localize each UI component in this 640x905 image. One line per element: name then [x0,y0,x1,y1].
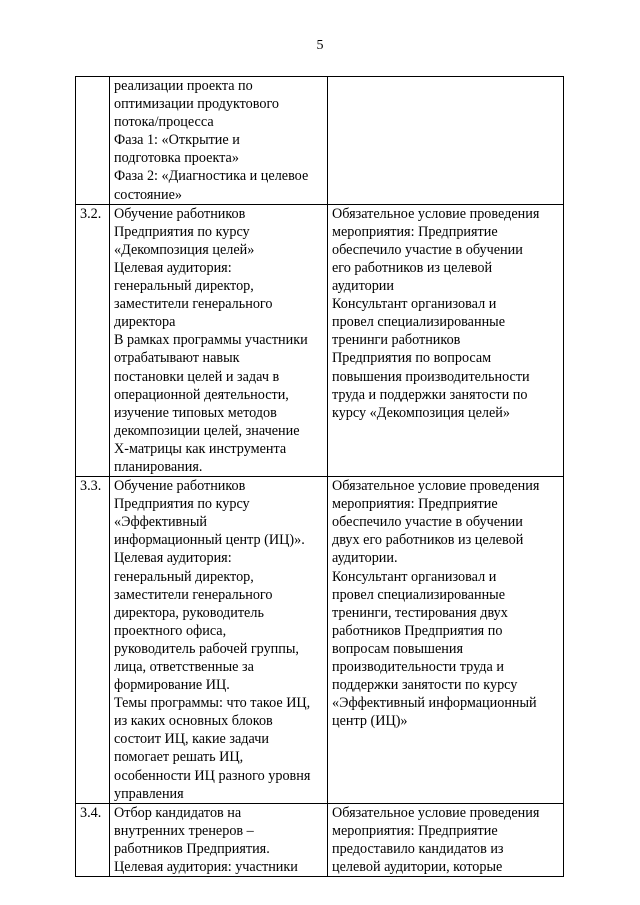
measures-table [75,76,564,877]
page-number: 5 [316,38,324,53]
table-row [76,803,564,876]
condition-cell: Обязательное условие проведения мероприятия: Предприятие обеспечило участие в обучении двух его работников из целевой аудитории. Консультант организовал и провел специализированные тренинги, тестирования двух работников Предприятия по вопросам повышения производительности труда и поддержки занятости по курсу «Эффективный информационный центр (ИЦ)» [328,477,564,804]
condition-cell: Обязательное условие проведения мероприятия: Предприятие обеспечило участие в обучении его работников из целевой аудитории Консультант организовал и провел специализированные тренинги работников Предприятия по вопросам повышения производительности труда и поддержки занятости по курсу «Декомпозиция целей» [328,204,564,476]
activity-cell: Отбор кандидатов на внутренних тренеров – работников Предприятия. Целевая аудитория: участники [110,803,328,876]
row-number: 3.3. [76,477,110,804]
activity-cell: Обучение работников Предприятия по курсу «Эффективный информационный центр (ИЦ)». Целевая аудитория: генеральный директор, заместители генерального директора, руководитель проектного офиса, руководитель рабочей группы, лица, ответственные за формирование ИЦ. Темы программы: что такое ИЦ, из каких основных блоков состоит ИЦ, какие задачи помогает решать ИЦ, особенности ИЦ разного уровня управления [110,477,328,804]
condition-cell [328,77,564,205]
condition-cell: Обязательное условие проведения мероприятия: Предприятие предоставило кандидатов из целевой аудитории, которые [328,803,564,876]
table-row [76,77,564,205]
table-row [76,204,564,476]
activity-cell: Обучение работников Предприятия по курсу «Декомпозиция целей» Целевая аудитория: генеральный директор, заместители генерального директора В рамках программы участники отрабатывают навык постановки целей и задач в операционной деятельности, изучение типовых методов декомпозиции целей, значение X-матрицы как инструмента планирования. [110,204,328,476]
table-row [76,477,564,804]
row-number: 3.2. [76,204,110,476]
activity-cell: реализации проекта по оптимизации продуктового потока/процесса Фаза 1: «Открытие и подготовка проекта» Фаза 2: «Диагностика и целевое состояние» [110,77,328,205]
row-number: 3.4. [76,803,110,876]
row-number [76,77,110,205]
